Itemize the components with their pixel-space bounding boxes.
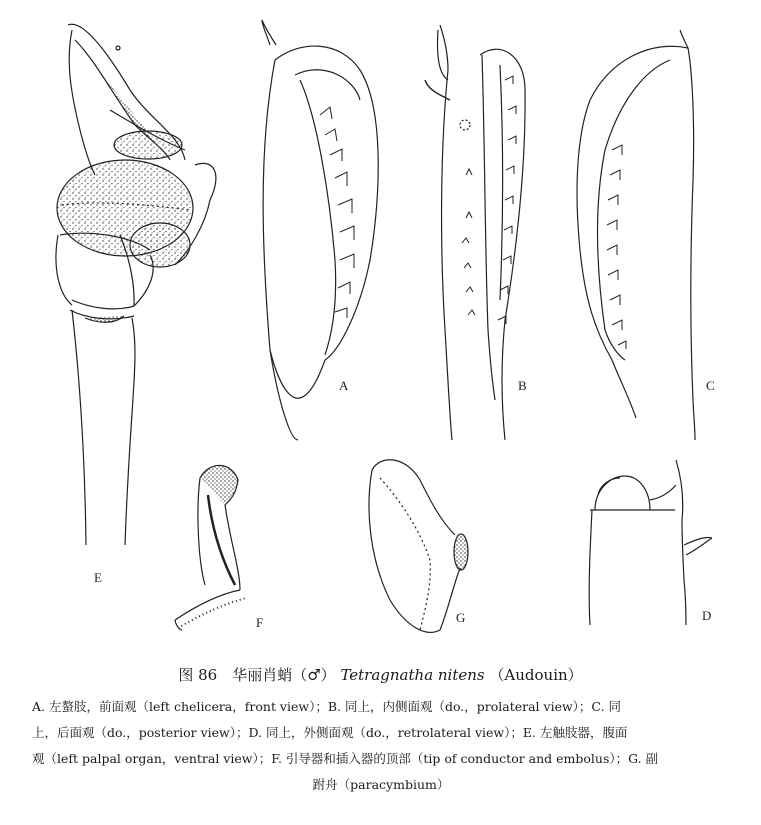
caption-title-prefix: 图 86 华丽肖蛸（♂） [178, 666, 336, 684]
label-b: B [518, 378, 527, 393]
figure-caption-title [0, 664, 761, 685]
figure-caption-body [32, 694, 730, 798]
label-e: E [94, 570, 102, 585]
label-a: A [339, 378, 349, 393]
caption-line: A. 左螯肢，前面观（left chelicera，front view）；B. 同上，内侧面观（do.，prolateral view）；C. 同 [32, 699, 622, 714]
caption-line: 观（left palpal organ，ventral view）；F. 引导器和插入器的顶部（tip of conductor and embolus）；G. 副 [32, 751, 659, 766]
panel-c-chelicera-posterior [577, 30, 695, 440]
label-c: C [706, 378, 715, 393]
label-g: G [456, 610, 466, 625]
caption-title-author: （Audouin） [489, 666, 583, 684]
caption-line: 跗舟（paracymbium） [312, 777, 450, 792]
label-f: F [256, 615, 264, 630]
caption-line: 上，后面观（do.，posterior view）；D. 同上，外侧面观（do.，retrolateral view）；E. 左触肢器，腹面 [32, 725, 628, 740]
panel-g-paracymbium [369, 460, 468, 633]
panel-a-chelicera-front [262, 20, 378, 440]
panel-b-chelicera-prolateral [425, 25, 525, 440]
panel-f-conductor-tip [175, 465, 246, 630]
panel-e-palpal-organ [56, 24, 216, 545]
panel-d-retrolateral [589, 460, 712, 625]
caption-title-species: Tetragnatha nitens [340, 666, 485, 684]
label-d: D [702, 608, 712, 623]
